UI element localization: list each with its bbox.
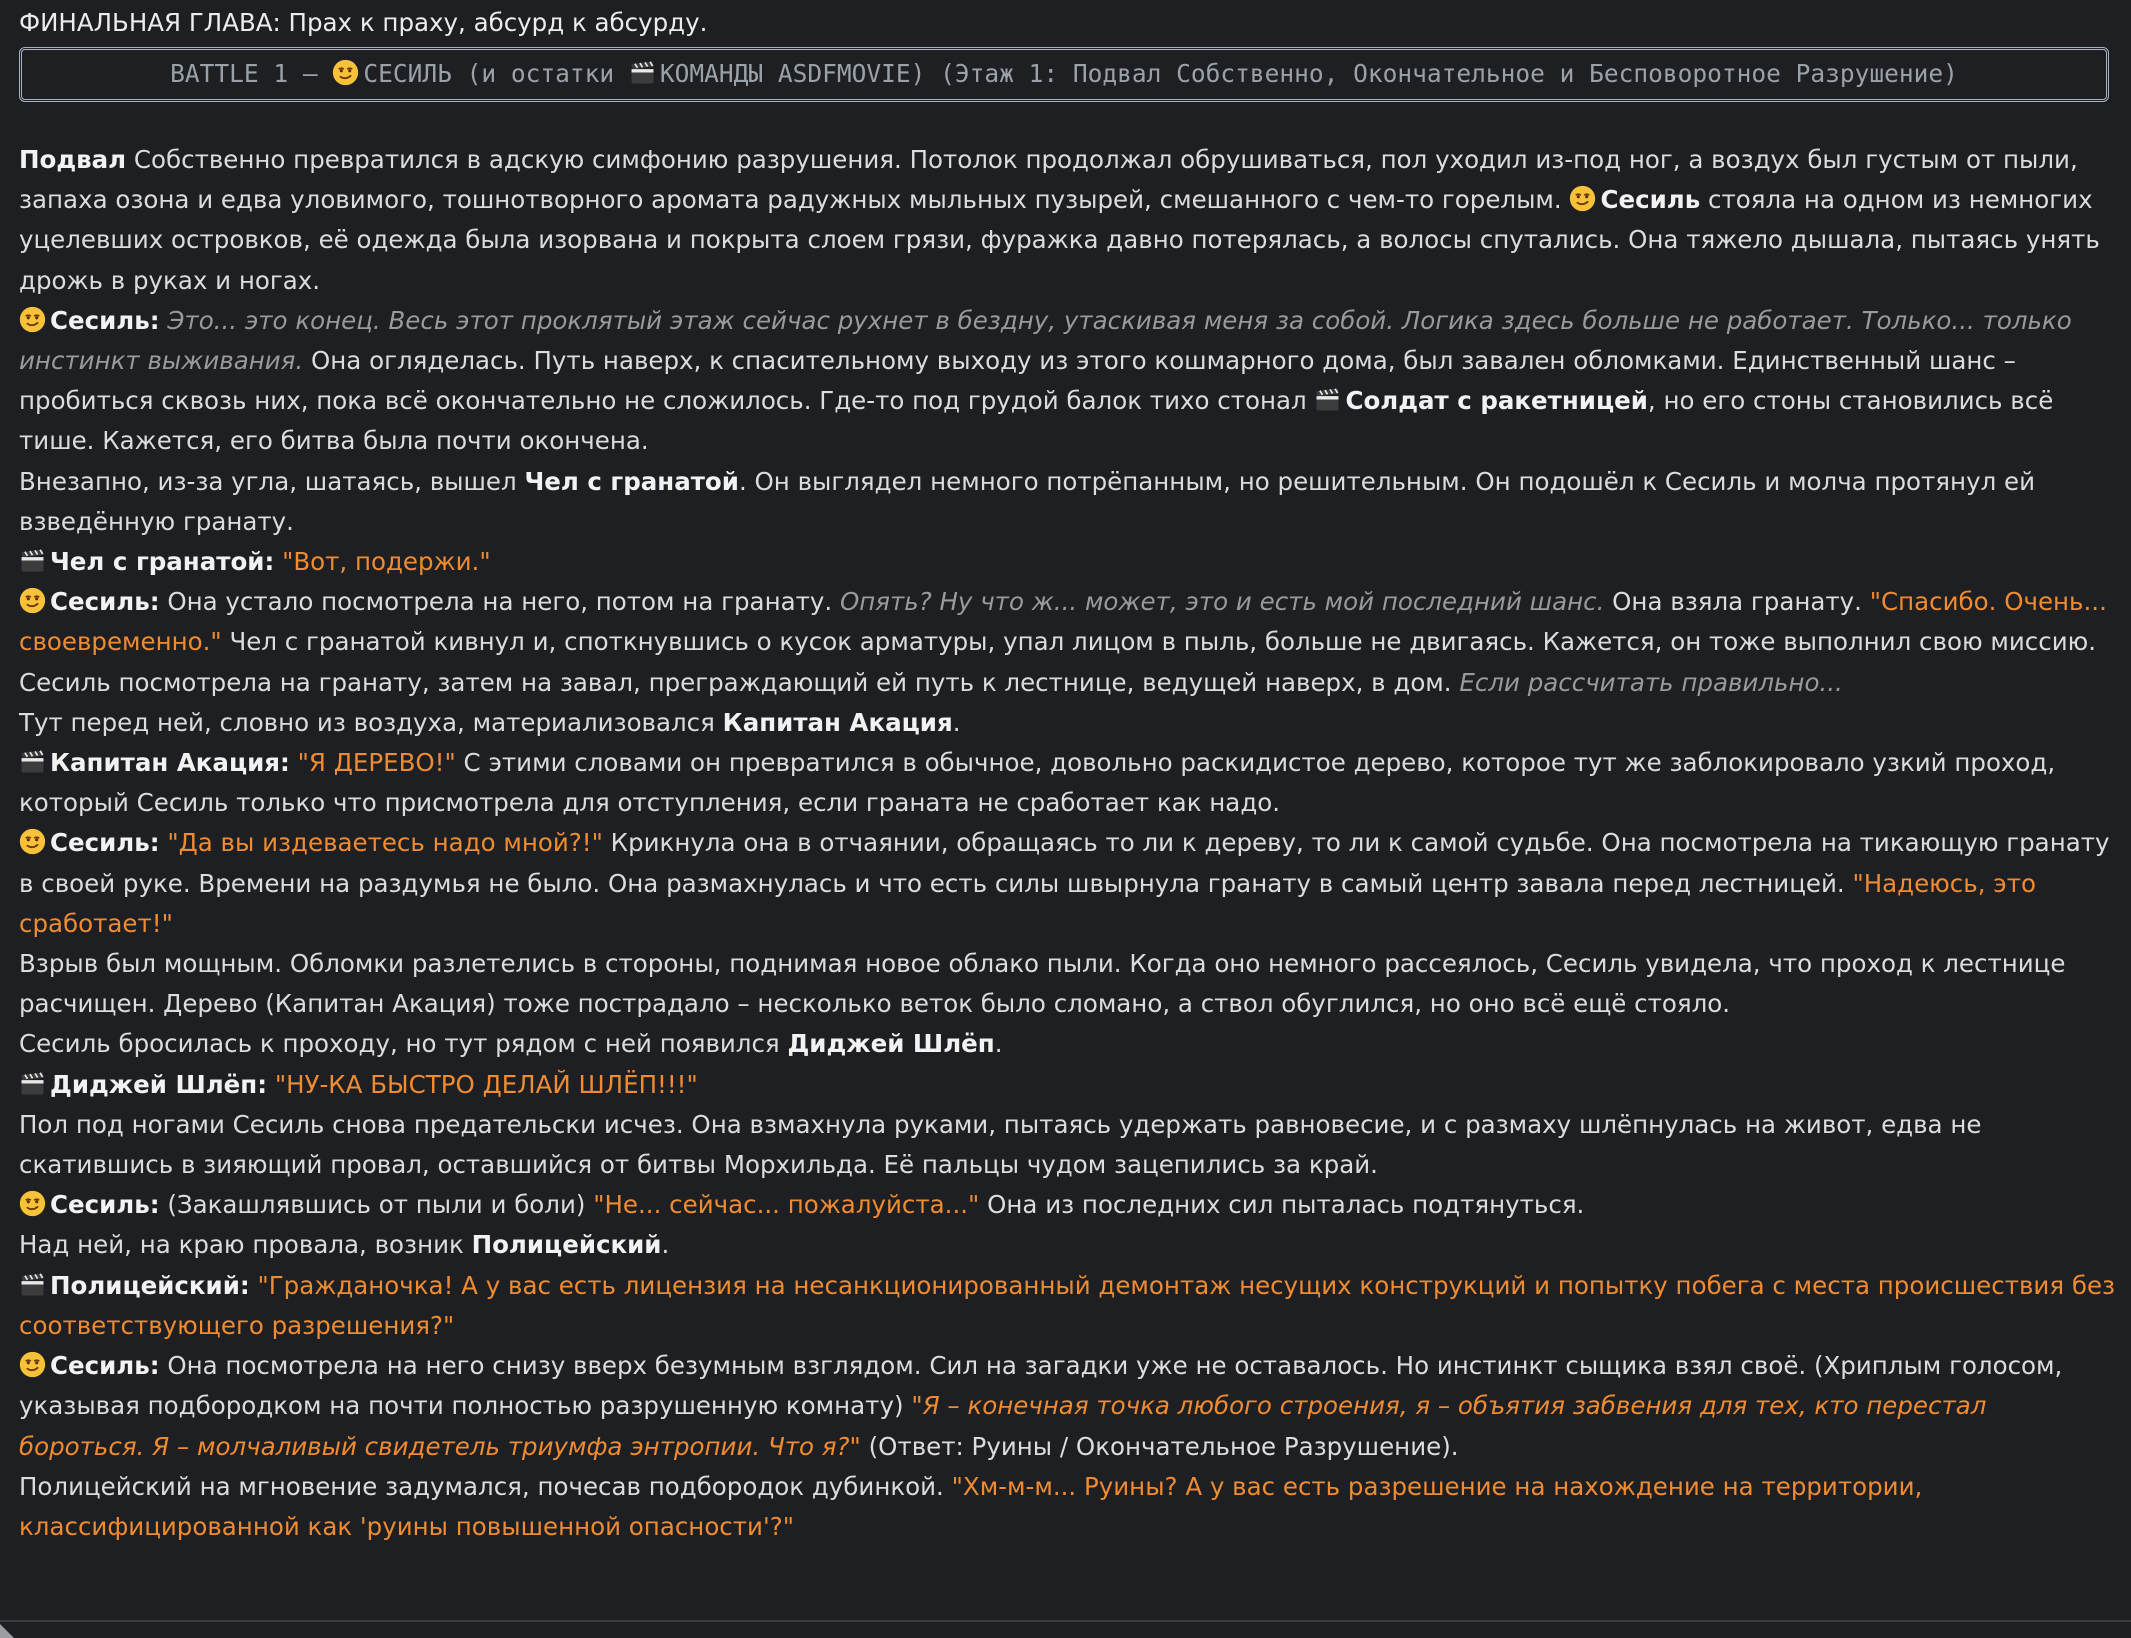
speech-text: "Не... сейчас... пожалуйста..." [593, 1190, 980, 1220]
paragraph-3 [19, 462, 2119, 542]
bottom-divider [0, 1620, 2131, 1622]
speech-text: "Гражданочка! А у вас есть лицензия на несанкционированный демонтаж несущих конструкций и попытку побега с места происшествия без соответствующего разрешения?" [19, 1270, 2116, 1340]
narration: Над ней, на краю провала, возник [19, 1230, 472, 1260]
thought-text: Опять? Ну что ж... может, это и есть мой последний шанс. [839, 587, 1605, 617]
speech-text: "Хм-м-м... Руины? А у вас есть разрешение на нахождение на территории, классифицированной как 'руины повышенной опасности'?" [19, 1471, 1923, 1541]
paragraph-11 [19, 1024, 2119, 1064]
paragraph-6 [19, 663, 2119, 703]
paragraph-15 [19, 1225, 2119, 1265]
smirking-face-icon [19, 587, 46, 614]
paragraph-4 [19, 542, 2119, 582]
battle-header-part2: СЕСИЛЬ (и остатки [363, 59, 629, 88]
narration: (Ответ: Руины / Окончательное Разрушение). [860, 1431, 1459, 1461]
narration: Она взяла гранату. [1604, 587, 1870, 617]
narration: Она огляделась. Путь наверх, к спасительному выходу из этого кошмарного дома, был завален обломками. Единственный шанс – пробиться сквозь них, пока всё окончательно не сложилось. Где-то под грудой балок тихо стонал [19, 346, 2016, 416]
paragraph-9 [19, 823, 2119, 944]
clapper-board-icon [1314, 386, 1341, 413]
clapper-board-icon [19, 547, 46, 574]
resize-grip-icon[interactable] [0, 1624, 14, 1638]
narration: Она устало посмотрела на него, потом на гранату. [159, 587, 840, 617]
bold-name: Чел с гранатой [524, 466, 739, 496]
speaker-name: Сесиль: [50, 305, 160, 335]
bold-name: Солдат с ракетницей [1345, 386, 1648, 416]
battle-header-box [19, 47, 2109, 102]
speaker-name: Чел с гранатой: [50, 547, 275, 577]
smirking-face-icon [332, 59, 359, 86]
speech-text: "Надеюсь, это сработает!" [19, 868, 2037, 938]
smirking-face-icon [19, 1351, 46, 1378]
bold-name: Диджей Шлёп [787, 1029, 995, 1059]
paragraph-18 [19, 1467, 2119, 1547]
clapper-board-icon [629, 59, 656, 86]
narration: . [952, 707, 961, 737]
speech-text: "Я ДЕРЕВО!" [289, 748, 456, 778]
thought-text: Это... это конец. Весь этот проклятый этаж сейчас рухнет в бездну, утаскивая меня за собой. Логика здесь больше не работает. Только... только инстинкт выживания. [19, 305, 2072, 376]
speech-text: "Да вы издеваетесь надо мной?!" [159, 828, 603, 858]
narration: . Он выглядел немного потрёпанным, но решительным. Он подошёл к Сесиль и молча протянул ей взведённую гранату. [19, 466, 2036, 536]
narration: Сесиль бросилась к проходу, но тут рядом с ней появился [19, 1029, 788, 1059]
narration: . [994, 1029, 1003, 1059]
paragraph-8 [19, 743, 2119, 823]
narration: , но его стоны становились всё тише. Кажется, его битва была почти окончена. [19, 386, 2054, 456]
speech-text: "НУ-КА БЫСТРО ДЕЛАЙ ШЛЁП!!!" [267, 1069, 698, 1099]
smirking-face-icon [19, 306, 46, 333]
speaker-name: Диджей Шлёп: [50, 1069, 268, 1099]
paragraph-14 [19, 1185, 2119, 1225]
paragraph-17 [19, 1346, 2119, 1467]
riddle-text: "Я – конечная точка любого строения, я – объятия забвения для тех, кто перестал бороться. Я – молчаливый свидетель триумфа энтропии. Что я?" [19, 1391, 1987, 1461]
narration: Крикнула она в отчаянии, обращаясь то ли к дереву, то ли к самой судьбе. Она посмотрела на тикающую гранату в своей руке. Времени на раздумья не было. Она размахнулась и что есть силы швырнула гранату в самый центр завала перед лестницей. [19, 828, 2110, 898]
speaker-name: Сесиль: [50, 828, 160, 858]
paragraph-1 [19, 140, 2119, 301]
clapper-board-icon [19, 748, 46, 775]
narration: Чел с гранатой кивнул и, споткнувшись о кусок арматуры, упал лицом в пыль, больше не двигаясь. Кажется, он тоже выполнил свою миссию. [221, 627, 2097, 657]
narration: Тут перед ней, словно из воздуха, материализовался [19, 707, 723, 737]
narration: Взрыв был мощным. Обломки разлетелись в стороны, поднимая новое облако пыли. Когда оно немного рассеялось, Сесиль увидела, что проход к лестнице расчищен. Дерево (Капитан Акация) тоже пострадало – несколько веток было сломано, а ствол обуглился, но оно всё ещё стояло. [19, 949, 2066, 1019]
bold-name: Капитан Акация [722, 707, 953, 737]
speech-text: "Вот, подержи." [274, 547, 491, 577]
smirking-face-icon [19, 1190, 46, 1217]
narration: . [661, 1230, 670, 1260]
speaker-name: Полицейский: [50, 1270, 250, 1300]
smirking-face-icon [1569, 185, 1596, 212]
narration: Сесиль посмотрела на гранату, затем на завал, преграждающий ей путь к лестнице, ведущей наверх, в дом. [19, 667, 1460, 697]
bold-name: Сесиль [1600, 185, 1701, 215]
smirking-face-icon [19, 828, 46, 855]
narration: (Закашлявшись от пыли и боли) [159, 1190, 594, 1220]
story-body [19, 140, 2119, 1547]
paragraph-16 [19, 1266, 2119, 1346]
bold-location: Подвал [19, 145, 127, 174]
story-page [19, 0, 2119, 1547]
narration: Она из последних сил пыталась подтянуться. [979, 1190, 1585, 1220]
paragraph-2 [19, 301, 2119, 462]
bold-name: Полицейский [471, 1230, 662, 1260]
narration: С этими словами он превратился в обычное, довольно раскидистое дерево, которое тут же заблокировало узкий проход, который Сесиль только что присмотрела для отступления, если граната не сработает как надо. [19, 748, 2056, 818]
speaker-name: Сесиль: [50, 1190, 160, 1220]
speaker-name: Капитан Акация: [50, 748, 290, 778]
clapper-board-icon [19, 1070, 46, 1097]
battle-header-part3: КОМАНДЫ ASDFMOVIE) (Этаж 1: Подвал Собственно, Окончательное и Бесповоротное Разрушение) [659, 59, 1958, 88]
narration: Пол под ногами Сесиль снова предательски исчез. Она взмахнула руками, пытаясь удержать равновесие, и с размаху шлёпнулась на живот, едва не скатившись в зияющий провал, оставшийся от битвы Морхильда. Её пальцы чудом зацепились за край. [19, 1109, 1982, 1180]
thought-text: Если рассчитать правильно... [1459, 667, 1843, 697]
speech-text: "Спасибо. Очень... своевременно." [19, 587, 2107, 657]
paragraph-5 [19, 582, 2119, 662]
chapter-title: ФИНАЛЬНАЯ ГЛАВА: Прах к праху, абсурд к абсурду. [19, 8, 708, 37]
clapper-board-icon [19, 1271, 46, 1298]
narration: стояла на одном из немногих уцелевших островков, её одежда была изорвана и покрыта слоем грязи, фуражка давно потерялась, а волосы спутались. Она тяжело дышала, пытаясь унять дрожь в руках и ногах. [19, 185, 2100, 295]
paragraph-7 [19, 703, 2119, 743]
speaker-name: Сесиль: [50, 1351, 160, 1381]
paragraph-12 [19, 1065, 2119, 1105]
paragraph-10 [19, 944, 2119, 1024]
speaker-name: Сесиль: [50, 587, 160, 617]
narration: Собственно превратился в адскую симфонию разрушения. Потолок продолжал обрушиваться, пол уходил из-под ног, а воздух был густым от пыли, запаха озона и едва уловимого, тошнотворного аромата радужных мыльных пузырей, смешанного с чем-то горелым. [19, 145, 2078, 215]
battle-header-part1: BATTLE 1 – [170, 59, 333, 88]
narration: Она посмотрела на него снизу вверх безумным взглядом. Сил на загадки уже не оставалось. Но инстинкт сыщика взял своё. (Хриплым голосом, указывая подбородком на почти полностью разрушенную комнату) [19, 1351, 2063, 1421]
narration: Внезапно, из-за угла, шатаясь, вышел [19, 466, 525, 496]
narration: Полицейский на мгновение задумался, почесав подбородок дубинкой. [19, 1471, 952, 1501]
paragraph-13 [19, 1105, 2119, 1185]
